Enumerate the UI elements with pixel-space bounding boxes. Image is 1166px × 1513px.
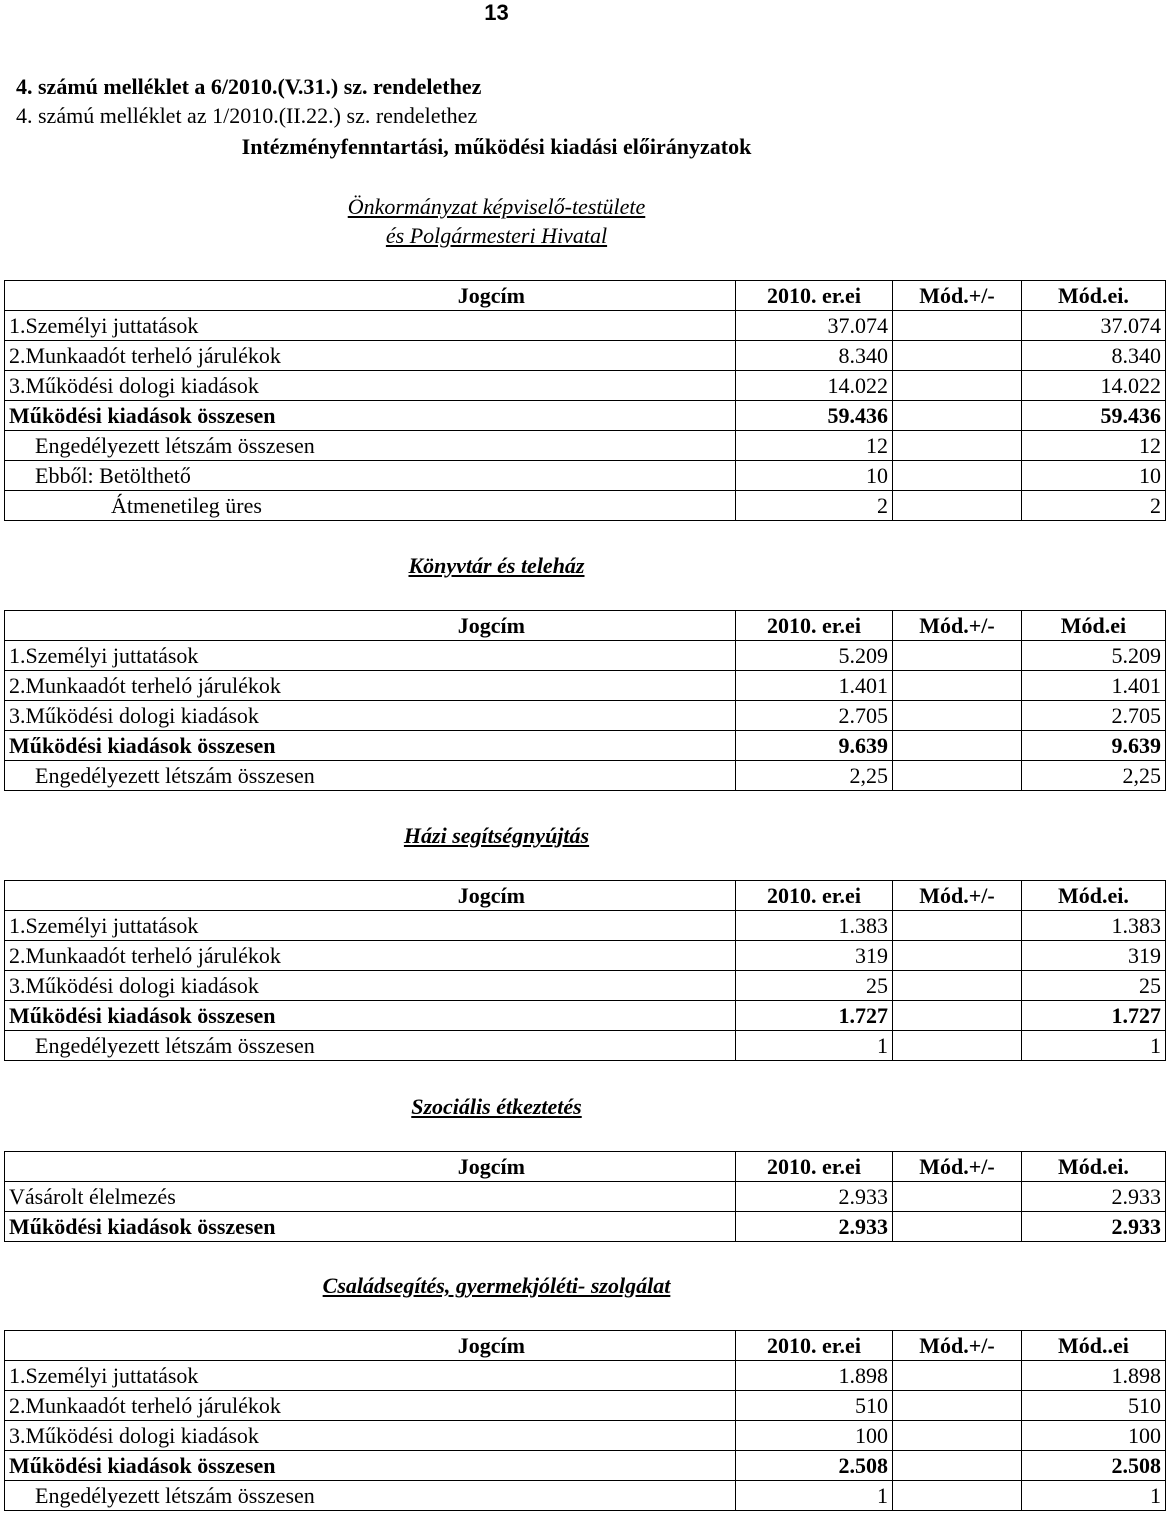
section-title-konyvtar: Könyvtár és teleház [408, 553, 585, 578]
table-row: Engedélyezett létszám összesen 1 1 [5, 1481, 1166, 1511]
col-jogcim: Jogcím [5, 611, 736, 641]
table-row: 1.Személyi juttatások 1.898 1.898 [5, 1361, 1166, 1391]
col-er: 2010. er.ei [736, 1331, 893, 1361]
table-row: 2.Munkaadót terheló járulékok 8.340 8.340 [5, 341, 1166, 371]
table-row: 3.Működési dologi kiadások 25 25 [5, 971, 1166, 1001]
table-header-row [5, 281, 1166, 311]
table-row: Engedélyezett létszám összesen 1 1 [5, 1031, 1166, 1061]
table-row: 1.Személyi juttatások 5.209 5.209 [5, 641, 1166, 671]
col-modei: Mód.ei. [1022, 281, 1166, 311]
section-title-hazi-segitsegnyujtas: Házi segítségnyújtás [403, 823, 590, 848]
table-row: 2.Munkaadót terheló járulékok 319 319 [5, 941, 1166, 971]
col-er: 2010. er.ei [736, 611, 893, 641]
col-jogcim: Jogcím [5, 1331, 736, 1361]
table-row: 1.Személyi juttatások 37.074 37.074 [5, 311, 1166, 341]
col-modei: Mód.ei. [1022, 881, 1166, 911]
table-row: 2.Munkaadót terheló járulékok 510 510 [5, 1391, 1166, 1421]
col-modei: Mód.ei [1022, 611, 1166, 641]
col-mod: Mód.+/- [893, 881, 1022, 911]
section-title-szocialis-etkeztetes: Szociális étkeztetés [411, 1094, 582, 1119]
table-header-row [5, 611, 1166, 641]
col-mod: Mód.+/- [893, 1152, 1022, 1182]
document-title: Intézményfenntartási, működési kiadási előirányzatok [241, 134, 752, 159]
table-hazi-segitsegnyujtas [4, 880, 1166, 1061]
section-title-onkormanyzat: Önkormányzat képviselő-testülete [347, 194, 646, 219]
table-csaladsegites [4, 1330, 1166, 1511]
table-row: 3.Működési dologi kiadások 100 100 [5, 1421, 1166, 1451]
table-row: 2.Munkaadót terheló járulékok 1.401 1.401 [5, 671, 1166, 701]
col-modei: Mód.ei. [1022, 1152, 1166, 1182]
table-header-row [5, 1152, 1166, 1182]
table-row-total: Működési kiadások összesen 1.727 1.727 [5, 1001, 1166, 1031]
table-row: 3.Működési dologi kiadások 14.022 14.022 [5, 371, 1166, 401]
table-row: Engedélyezett létszám összesen 12 12 [5, 431, 1166, 461]
table-header-row [5, 1331, 1166, 1361]
page-number: 13 [484, 0, 509, 25]
col-mod: Mód.+/- [893, 1331, 1022, 1361]
table-row: Vásárolt élelmezés 2.933 2.933 [5, 1182, 1166, 1212]
col-jogcim: Jogcím [5, 881, 736, 911]
section-subtitle-hivatal: és Polgármesteri Hivatal [385, 223, 608, 248]
table-row-total: Működési kiadások összesen 2.933 2.933 [5, 1212, 1166, 1242]
table-row: 3.Működési dologi kiadások 2.705 2.705 [5, 701, 1166, 731]
table-header-row [5, 881, 1166, 911]
annex-reference-1: 4. számú melléklet a 6/2010.(V.31.) sz. rendelethez [16, 74, 482, 99]
table-row-total: Működési kiadások összesen 9.639 9.639 [5, 731, 1166, 761]
table-row: 1.Személyi juttatások 1.383 1.383 [5, 911, 1166, 941]
col-jogcim: Jogcím [5, 1152, 736, 1182]
table-szocialis-etkeztetes [4, 1151, 1166, 1242]
col-mod: Mód.+/- [893, 281, 1022, 311]
col-er: 2010. er.ei [736, 1152, 893, 1182]
table-onkormanyzat [4, 280, 1166, 521]
table-konyvtar [4, 610, 1166, 791]
col-jogcim: Jogcím [5, 281, 736, 311]
table-row-total: Működési kiadások összesen 59.436 59.436 [5, 401, 1166, 431]
col-er: 2010. er.ei [736, 881, 893, 911]
col-er: 2010. er.ei [736, 281, 893, 311]
table-row: Ebből: Betölthető 10 10 [5, 461, 1166, 491]
section-title-csaladsegites: Családsegítés, gyermekjóléti- szolgálat [322, 1273, 671, 1298]
annex-reference-2: 4. számú melléklet az 1/2010.(II.22.) sz. rendelethez [16, 103, 478, 128]
table-row-total: Működési kiadások összesen 2.508 2.508 [5, 1451, 1166, 1481]
table-row: Engedélyezett létszám összesen 2,25 2,25 [5, 761, 1166, 791]
col-mod: Mód.+/- [893, 611, 1022, 641]
table-row: Átmenetileg üres 2 2 [5, 491, 1166, 521]
col-modei: Mód..ei [1022, 1331, 1166, 1361]
